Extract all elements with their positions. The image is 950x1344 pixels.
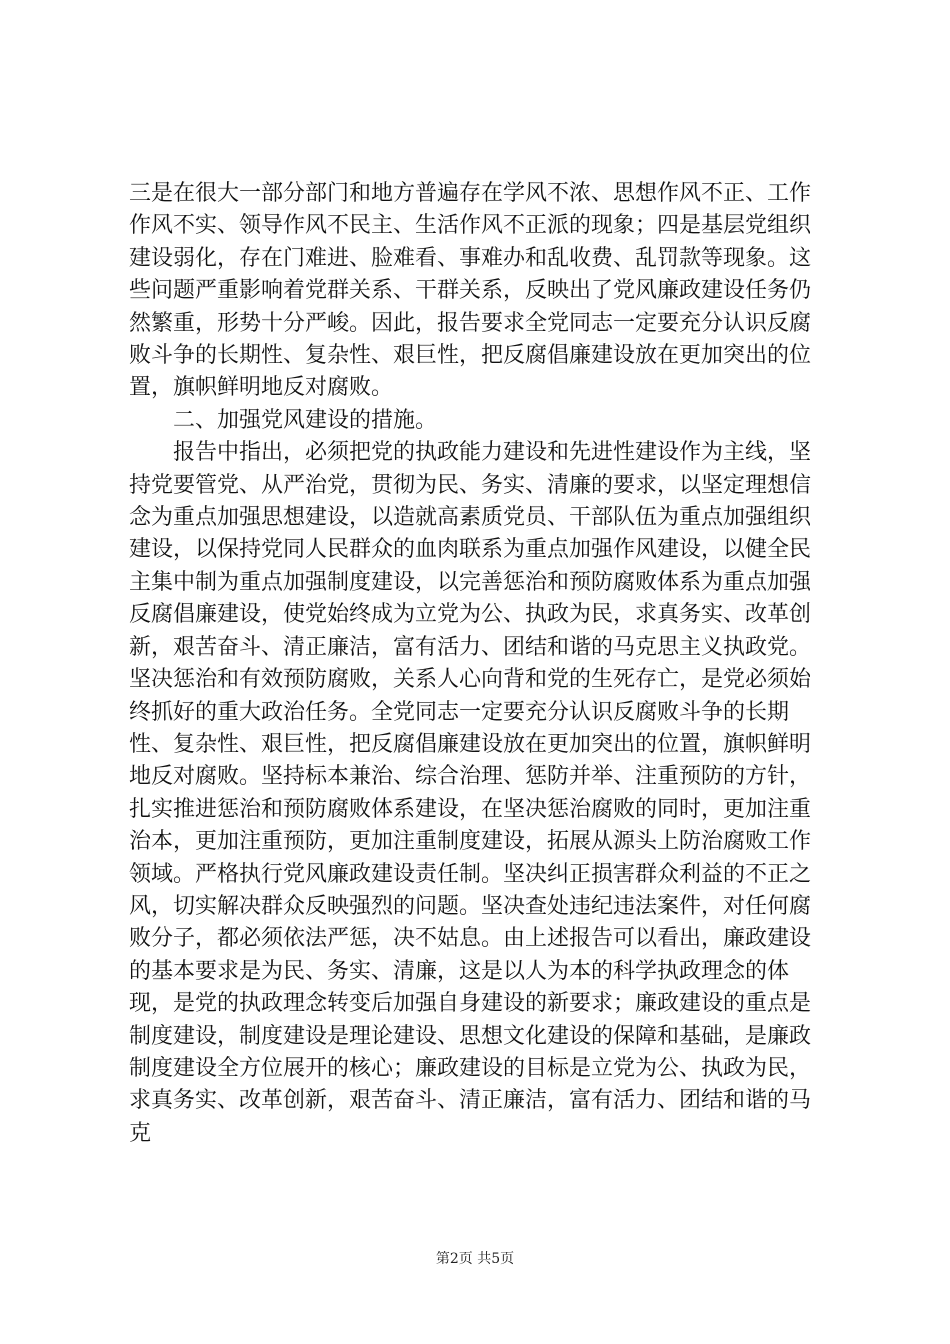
- paragraph-1: 三是在很大一部分部门和地方普遍存在学风不浓、思想作风不正、工作作风不实、领导作风不民主、生活作风不正派的现象；四是基层党组织建设弱化，存在门难进、脸难看、事难办和乱收费、乱罚款等现象。这些问题严重影响着党群关系、干群关系，反映出了党风廉政建设任务仍然繁重，形势十分严峻。因此，报告要求全党同志一定要充分认识反腐败斗争的长期性、复杂性、艰巨性，把反腐倡廉建设放在更加突出的位置，旗帜鲜明地反对腐败。: [129, 181, 812, 401]
- page-footer: 第2页 共5页: [435, 1251, 515, 1267]
- section-heading-measures: 二、加强党风建设的措施。: [173, 407, 438, 433]
- paragraph-3: 报告中指出，必须把党的执政能力建设和先进性建设作为主线，坚持党要管党、从严治党，贯彻为民、务实、清廉的要求，以坚定理想信念为重点加强思想建设，以造就高素质党员、干部队伍为重点加强组织建设，以保持党同人民群众的血肉联系为重点加强作风建设，以健全民主集中制为重点加强制度建设，以完善惩治和预防腐败体系为重点加强反腐倡廉建设，使党始终成为立党为公、执政为民，求真务实、改革创新，艰苦奋斗、清正廉洁，富有活力、团结和谐的马克思主义执政党。: [129, 440, 812, 660]
- document-body: [129, 178, 829, 1150]
- paragraph-4: 坚决惩治和有效预防腐败，关系人心向背和党的生死存亡，是党必须始终抓好的重大政治任务。全党同志一定要充分认识反腐败斗争的长期性、复杂性、艰巨性，把反腐倡廉建设放在更加突出的位置，旗帜鲜明地反对腐败。坚持标本兼治、综合治理、惩防并举、注重预防的方针，扎实推进惩治和预防腐败体系建设，在坚决惩治腐败的同时，更加注重治本，更加注重预防，更加注重制度建设，拓展从源头上防治腐败工作领域。严格执行党风廉政建设责任制。坚决纠正损害群众利益的不正之风，切实解决群众反映强烈的问题。坚决查处违纪违法案件，对任何腐败分子，都必须依法严惩，决不姑息。由上述报告可以看出，廉政建设的基本要求是为民、务实、清廉，这是以人为本的科学执政理念的体现，是党的执政理念转变后加强自身建设的新要求；廉政建设的重点是制度建设，制度建设是理论建设、思想文化建设的保障和基础，是廉政制度建设全方位展开的核心；廉政建设的目标是立党为公、执政为民，求真务实、改革创新，艰苦奋斗、清正廉洁，富有活力、团结和谐的马克: [129, 667, 812, 1146]
